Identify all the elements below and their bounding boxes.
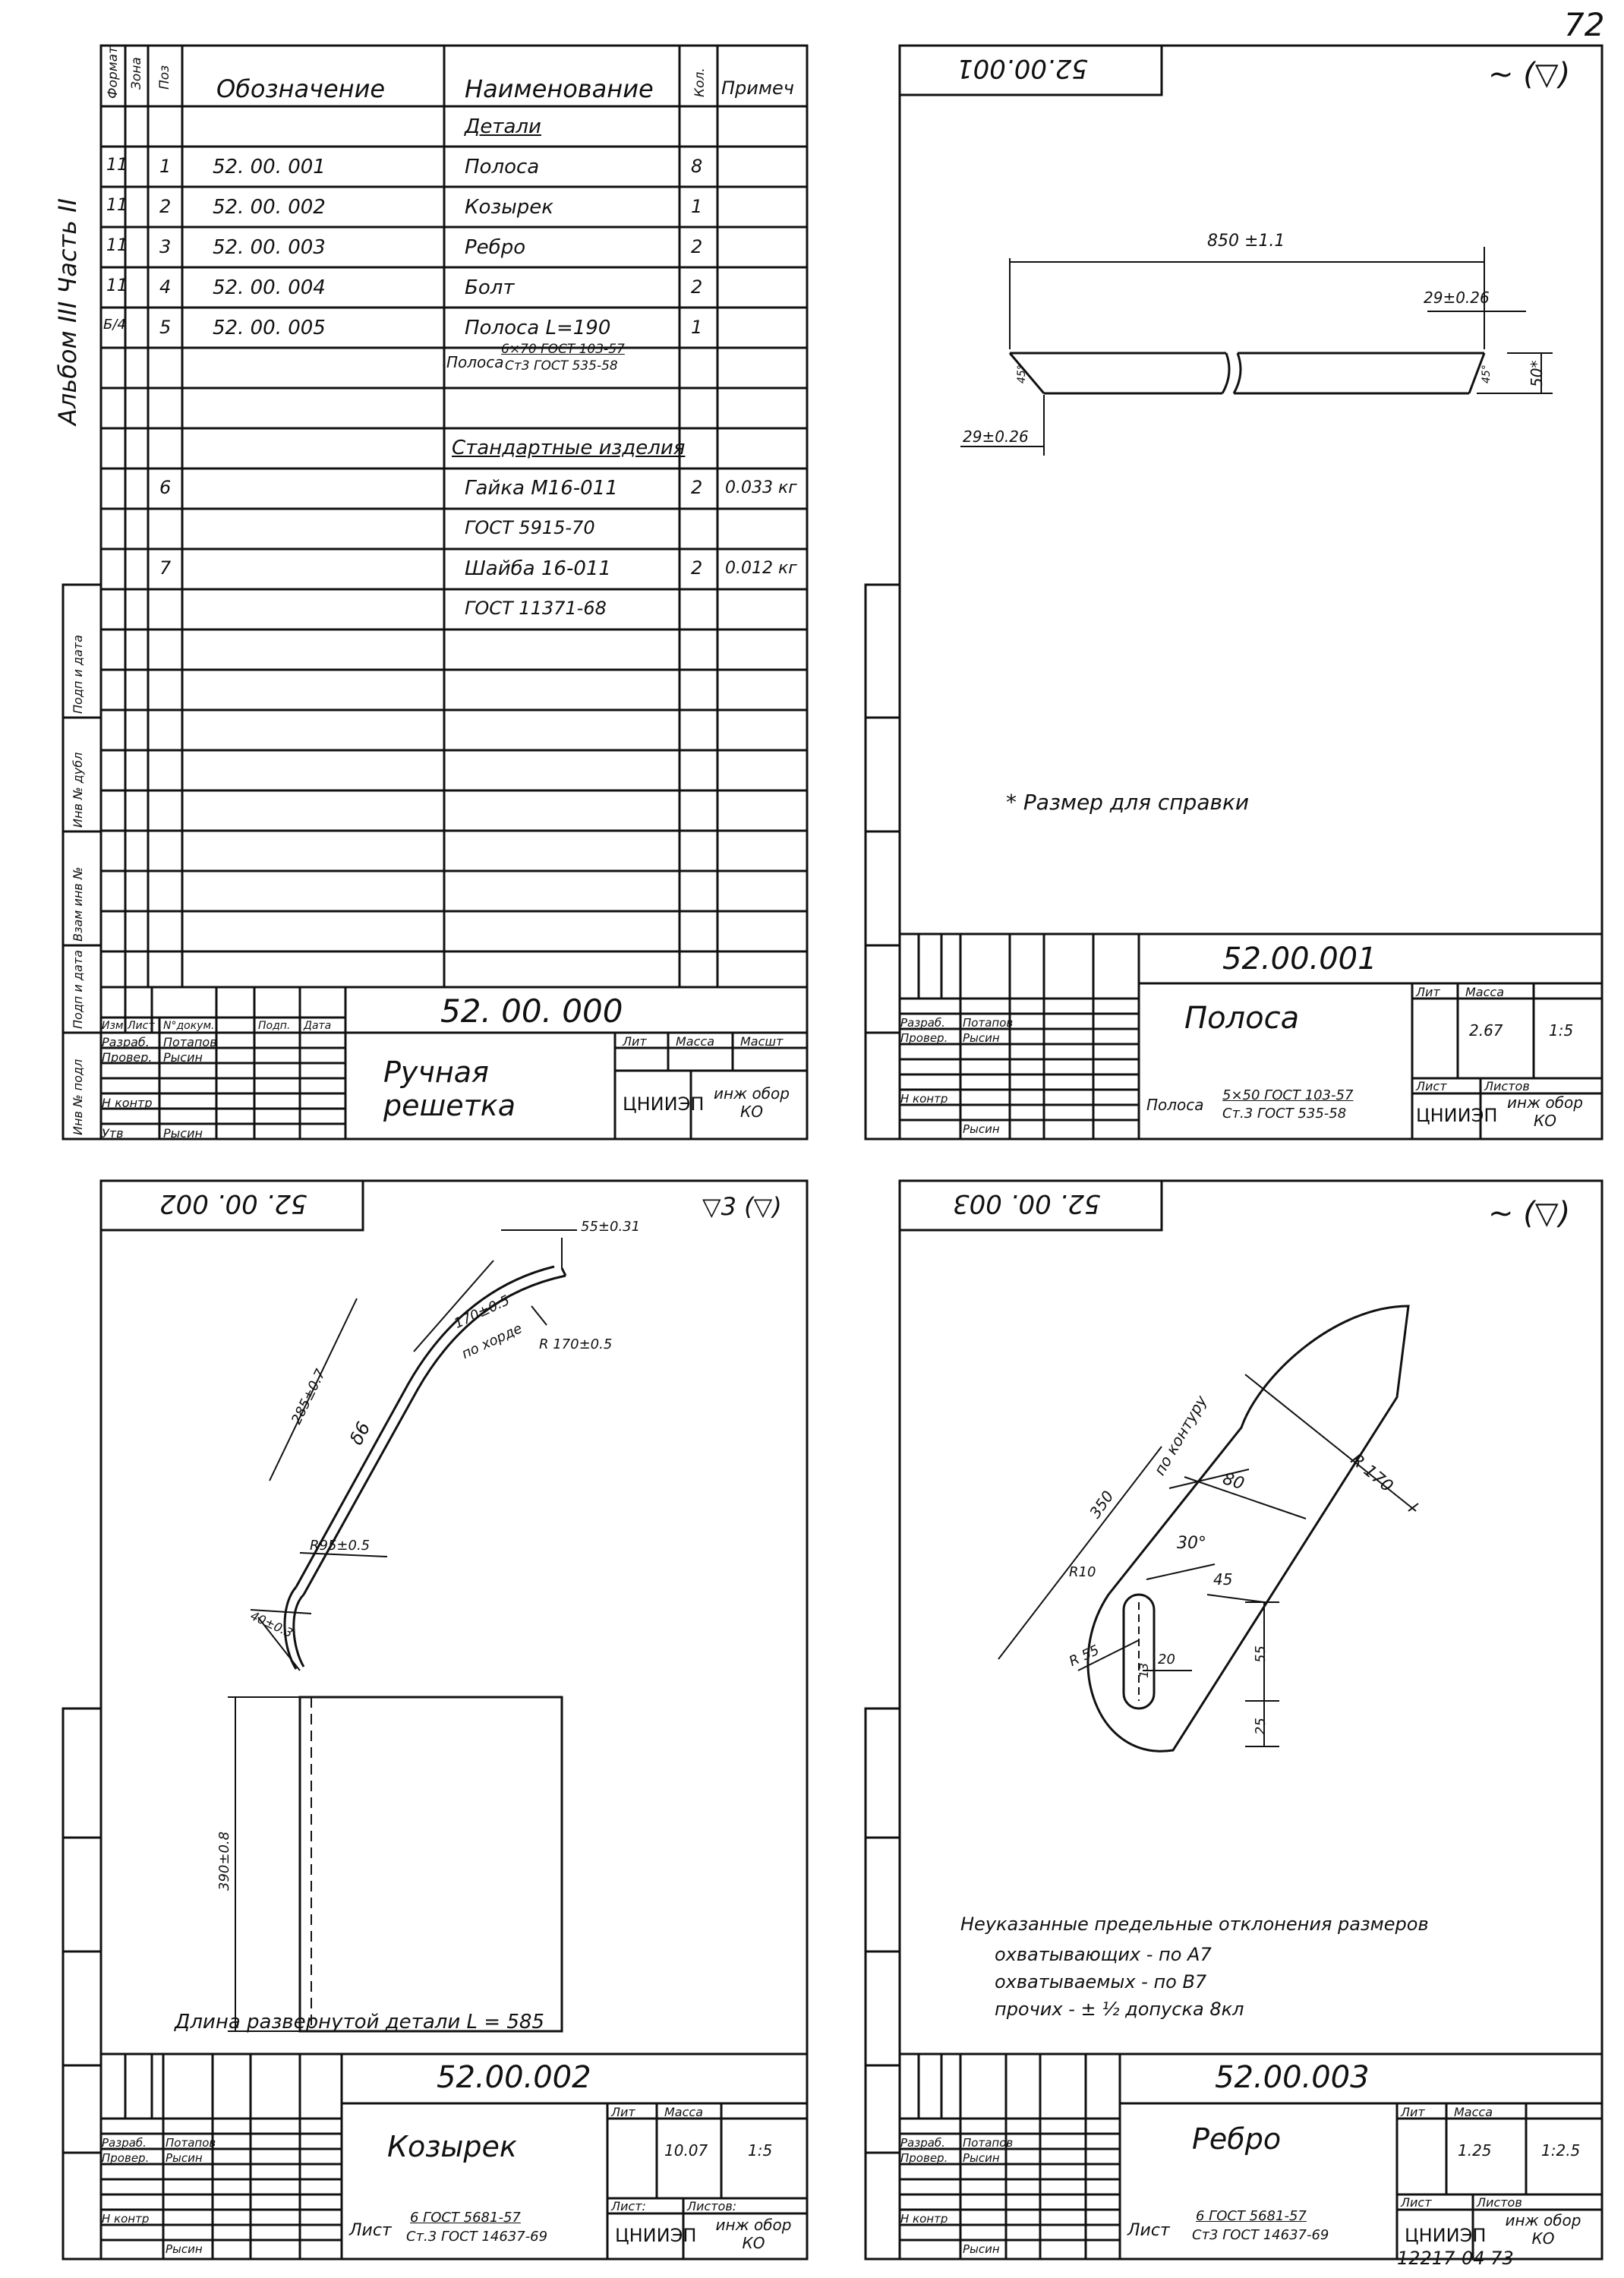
sheet2-dim-chord-top: 170±0.5 <box>452 1292 512 1333</box>
spec-material-prefix: Полоса <box>446 353 504 371</box>
spec-row-code: 52. 00. 004 <box>213 276 326 299</box>
sheet2-dim-height: 390±0.8 <box>216 1831 232 1891</box>
spec-row-format: 11 <box>106 276 128 295</box>
spec-role-header: N°докум. <box>163 1020 215 1032</box>
sheet2-title-code: 52.00.002 <box>437 2060 591 2095</box>
sheet3-dim-r10: R10 <box>1069 1564 1096 1580</box>
spec-header-zone: Зона <box>129 57 144 90</box>
spec-std-name: Гайка М16-011 <box>465 477 618 500</box>
sheet3-dim-13: 13 <box>1137 1662 1151 1678</box>
spec-person: Рысин <box>163 1126 203 1141</box>
spec-header-name: Наименование <box>465 74 654 103</box>
spec-std-qty: 2 <box>691 557 703 579</box>
spec-header-pos: Поз <box>157 65 172 90</box>
sheet1-mass: Масса <box>1465 985 1505 999</box>
side-stamp-label: Инв № дубл <box>71 752 85 828</box>
spec-row-pos: 2 <box>159 196 172 217</box>
sheet1-title-code: 52.00.001 <box>1222 942 1377 977</box>
sheet1-person: Рысин <box>963 1122 1000 1136</box>
sheet3-role: Н контр <box>900 2212 948 2226</box>
sheet1-org: ЦНИИЭП <box>1416 1105 1498 1126</box>
sheet2-roughness: ▽3 (▽) <box>702 1192 782 1221</box>
sheet3-dim-45: 45 <box>1213 1570 1233 1589</box>
sheet3-role: Провер. <box>900 2151 948 2165</box>
sheet3-sheets: Листов <box>1477 2195 1522 2210</box>
sheet3-roughness: ∼ (▽) <box>1488 1196 1571 1231</box>
sheet1-lit: Лит <box>1416 985 1440 999</box>
sheet3-dim-radius: R 170 <box>1346 1450 1397 1497</box>
spec-org2: инж обор КО <box>714 1084 790 1121</box>
sheet2-title-name: Козырек <box>387 2130 517 2163</box>
spec-role: Провер. <box>102 1050 153 1065</box>
sheet2-material-bottom: Ст.3 ГОСТ 14637-69 <box>406 2229 548 2245</box>
sheet1-role: Провер. <box>900 1031 948 1045</box>
sheet3-mirror-code: 52. 00. 003 <box>953 1188 1101 1219</box>
spec-row-code: 52. 00. 003 <box>213 236 326 259</box>
sheet1-dim-bevel-right: 45° <box>1481 364 1493 383</box>
spec-lit: Лит <box>623 1034 647 1049</box>
sheet2-person: Рысин <box>166 2151 203 2165</box>
page-number: 72 <box>1564 6 1605 43</box>
spec-row-pos: 3 <box>159 236 172 257</box>
sheet2-dim-radius-small: R95±0.5 <box>310 1538 371 1554</box>
sheet2-role: Разраб. <box>102 2136 147 2150</box>
sheet2-dim-thickness: δ6 <box>345 1418 375 1449</box>
spec-role-header: Изм <box>102 1020 124 1032</box>
sheet2-scale-value: 1:5 <box>748 2141 773 2160</box>
sheet2-org2: инж обор КО <box>715 2216 792 2252</box>
spec-row-qty: 1 <box>691 317 703 338</box>
spec-std-qty: 2 <box>691 477 703 498</box>
sheet2-sheets: Листов: <box>687 2199 737 2213</box>
spec-material-top: 6×70 ГОСТ 103-57 <box>501 342 625 357</box>
sheet3-person: Рысин <box>963 2242 1000 2256</box>
spec-header-note: Примеч <box>721 77 794 99</box>
sheet1-sheet: Лист <box>1416 1079 1447 1093</box>
spec-row-name: Полоса L=190 <box>465 317 611 339</box>
sheet2-mirror-code: 52. 00. 002 <box>159 1188 307 1219</box>
sheet3-dim-contour-note: по контуру <box>1150 1392 1211 1478</box>
sheet3-note-line: охватывающих - по А7 <box>995 1944 1212 1965</box>
spec-row-name: Ребро <box>465 236 526 259</box>
sheet1-person: Потапов <box>963 1016 1014 1030</box>
spec-row-format: Б/4 <box>103 317 126 333</box>
sheet2-mass: Масса <box>664 2105 704 2119</box>
sheet2-role: Провер. <box>102 2151 150 2165</box>
sheet3-title-name: Ребро <box>1192 2122 1282 2156</box>
sheet1-role: Разраб. <box>900 1016 945 1030</box>
sheet3-note-line: Неуказанные предельные отклонения размеров <box>960 1914 1429 1935</box>
sheet2-dim-end: 40±0.3 <box>248 1608 295 1641</box>
spec-scale: Масшт <box>740 1034 784 1049</box>
spec-section-std: Стандартные изделия <box>452 437 686 459</box>
spec-role-header: Дата <box>304 1020 332 1032</box>
spec-std-pos: 7 <box>159 557 172 579</box>
sheet3-dim-25: 25 <box>1253 1718 1269 1735</box>
spec-row-code: 52. 00. 002 <box>213 196 326 219</box>
sheet3-person: Рысин <box>963 2151 1000 2165</box>
spec-header-qty: Кол. <box>692 68 708 97</box>
spec-row-code: 52. 00. 005 <box>213 317 326 339</box>
spec-std-note: 0.012 кг <box>725 559 797 578</box>
sheet2-person: Потапов <box>166 2136 216 2150</box>
spec-std-note: 0.033 кг <box>725 478 797 497</box>
sheet1-dim-length: 850 ±1.1 <box>1207 232 1285 251</box>
spec-title-code: 52. 00. 000 <box>440 992 623 1030</box>
sheet2-dim-chord-bottom: по хорде <box>459 1320 525 1363</box>
sheet2-note: Длина развернутой детали L = 585 <box>175 2011 544 2033</box>
sheet3-material-prefix: Лист <box>1127 2221 1170 2240</box>
sheet1-material-top: 5×50 ГОСТ 103-57 <box>1222 1087 1354 1103</box>
spec-role-header: Подп. <box>258 1020 291 1032</box>
sheet1-material-bottom: Ст.3 ГОСТ 535-58 <box>1222 1106 1347 1122</box>
spec-std-pos: 6 <box>159 477 172 498</box>
spec-std-name: Шайба 16-011 <box>465 557 611 580</box>
sheet2-dim-top: 55±0.31 <box>581 1219 641 1235</box>
side-stamp-label: Подп и дата <box>71 635 85 714</box>
sheet2-dim-radius-large: R 170±0.5 <box>539 1336 613 1352</box>
spec-role: Разраб. <box>102 1035 150 1049</box>
spec-section-parts: Детали <box>465 115 541 138</box>
spec-org: ЦНИИЭП <box>623 1093 705 1115</box>
sheet3-material-top: 6 ГОСТ 5681-57 <box>1196 2208 1307 2224</box>
sheet1-note: * Размер для справки <box>1006 790 1250 815</box>
sheet3-title-code: 52.00.003 <box>1215 2060 1370 2095</box>
sheet3-scale-value: 1:2.5 <box>1541 2141 1581 2160</box>
spec-std-name: ГОСТ 5915-70 <box>465 517 595 538</box>
spec-person: Рысин <box>163 1050 203 1065</box>
spec-row-qty: 2 <box>691 236 703 257</box>
sheet1-dim-width: 50* <box>1528 360 1546 387</box>
spec-person: Потапов <box>163 1035 217 1049</box>
sheet3-material-bottom: Ст3 ГОСТ 14637-69 <box>1192 2227 1329 2243</box>
sheet1-role: Н контр <box>900 1092 948 1106</box>
sheet1-sheets: Листов <box>1484 1079 1530 1093</box>
sheet2-mass-value: 10.07 <box>664 2141 708 2160</box>
sheet3-dim-width: 80 <box>1220 1469 1247 1494</box>
sheet3-note-line: охватываемых - по В7 <box>995 1971 1207 1992</box>
sheet3-role: Разраб. <box>900 2136 945 2150</box>
spec-row-qty: 1 <box>691 196 703 217</box>
sheet1-dim-end-top: 29±0.26 <box>1424 289 1490 307</box>
side-stamp-label: Взам инв № <box>71 866 85 942</box>
sheet3-mass-value: 1.25 <box>1458 2141 1492 2160</box>
spec-row-pos: 1 <box>159 156 172 177</box>
sheet3-sheet: Лист <box>1401 2195 1432 2210</box>
spec-row-qty: 8 <box>691 156 703 177</box>
sheet1-org2: инж обор КО <box>1507 1093 1583 1130</box>
spec-mass: Масса <box>676 1034 715 1049</box>
side-stamp-label: Подп и дата <box>71 950 85 1029</box>
sheet3-dim-angle: 30° <box>1177 1534 1206 1553</box>
spec-row-format: 11 <box>106 236 128 255</box>
sheet2-sheet: Лист: <box>611 2199 646 2213</box>
spec-row-format: 11 <box>106 196 128 215</box>
spec-role: Н контр <box>102 1096 153 1110</box>
sheet1-mirror-code: 52.00.001 <box>957 53 1089 84</box>
spec-row-qty: 2 <box>691 276 703 298</box>
sheet2-org: ЦНИИЭП <box>615 2225 697 2246</box>
spec-row-name: Болт <box>465 276 515 299</box>
footer-code: 12217-04 73 <box>1397 2248 1514 2269</box>
sheet1-person: Рысин <box>963 1031 1000 1045</box>
spec-header-format: Формат <box>106 46 121 99</box>
spec-material-bottom: Ст3 ГОСТ 535-58 <box>505 358 618 374</box>
sheet3-mass: Масса <box>1454 2105 1493 2119</box>
sheet3-dim-r55: R 55 <box>1067 1642 1102 1671</box>
sheet1-title-name: Полоса <box>1184 1001 1300 1036</box>
sheet1-material-prefix: Полоса <box>1146 1096 1204 1114</box>
spec-row-name: Полоса <box>465 156 540 178</box>
spec-row-pos: 5 <box>159 317 172 338</box>
spec-header-code: Обозначение <box>216 74 386 103</box>
sheet2-dim-arm: 285±0.7 <box>289 1366 330 1428</box>
sheet1-dim-bevel-left: 45° <box>1016 364 1028 383</box>
spec-role-header: Лист <box>128 1020 155 1032</box>
sheet3-lit: Лит <box>1401 2105 1425 2119</box>
sheet2-material-prefix: Лист <box>349 2221 392 2240</box>
sheet3-dim-20: 20 <box>1158 1652 1175 1667</box>
sheet3-org: ЦНИИЭП <box>1405 2225 1487 2246</box>
sheet1-mass-value: 2.67 <box>1469 1021 1503 1040</box>
album-label: Альбом III Часть II <box>53 198 82 425</box>
sheet1-roughness: ∼ (▽) <box>1488 57 1571 92</box>
spec-row-name: Козырек <box>465 196 553 219</box>
sheet3-person: Потапов <box>963 2136 1014 2150</box>
sheet1-scale-value: 1:5 <box>1549 1021 1574 1040</box>
spec-row-pos: 4 <box>159 276 172 298</box>
sheet2-person: Рысин <box>166 2242 203 2256</box>
sheet3-org2: инж обор КО <box>1505 2211 1581 2248</box>
side-stamp-label: Инв № подл <box>71 1059 85 1135</box>
sheet1-dim-end-bottom: 29±0.26 <box>963 428 1029 446</box>
sheet3-dim-55: 55 <box>1253 1645 1269 1663</box>
spec-row-format: 11 <box>106 156 128 175</box>
sheet3-note-line: прочих - ± ½ допуска 8кл <box>995 1999 1244 2020</box>
sheet2-role: Н контр <box>102 2212 150 2226</box>
spec-role: Утв <box>102 1126 124 1141</box>
spec-row-code: 52. 00. 001 <box>213 156 326 178</box>
spec-std-name: ГОСТ 11371-68 <box>465 598 607 619</box>
sheet2-material-top: 6 ГОСТ 5681-57 <box>410 2210 521 2226</box>
spec-title-name: Ручная решетка <box>383 1055 516 1122</box>
sheet2-lit: Лит <box>611 2105 635 2119</box>
sheet3-dim-contour: 350 <box>1086 1487 1118 1522</box>
